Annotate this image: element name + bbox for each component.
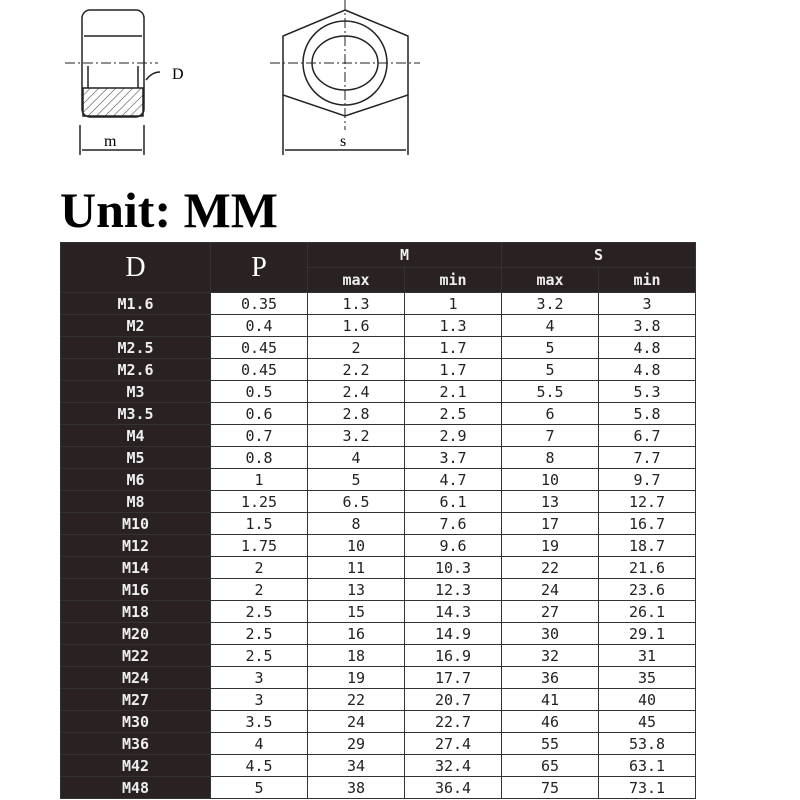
cell-s-max: 8	[502, 447, 599, 469]
nut-dimension-table	[60, 242, 696, 799]
cell-d: M5	[61, 447, 211, 469]
cell-p: 2.5	[211, 645, 308, 667]
cell-d: M3.5	[61, 403, 211, 425]
cell-m-max: 4	[308, 447, 405, 469]
cell-p: 2.5	[211, 623, 308, 645]
cell-s-max: 19	[502, 535, 599, 557]
cell-m-min: 2.5	[405, 403, 502, 425]
header-m: M	[308, 243, 502, 268]
cell-s-min: 4.8	[599, 359, 696, 381]
cell-s-min: 7.7	[599, 447, 696, 469]
cell-m-min: 3.7	[405, 447, 502, 469]
cell-m-min: 22.7	[405, 711, 502, 733]
cell-m-min: 1.7	[405, 337, 502, 359]
cell-m-min: 1.3	[405, 315, 502, 337]
cell-p: 3	[211, 667, 308, 689]
table-row	[61, 579, 696, 601]
table-row	[61, 667, 696, 689]
table-row	[61, 513, 696, 535]
table-row	[61, 359, 696, 381]
label-m: m	[104, 133, 117, 150]
cell-m-min: 2.9	[405, 425, 502, 447]
cell-m-max: 18	[308, 645, 405, 667]
header-s: S	[502, 243, 696, 268]
cell-d: M1.6	[61, 293, 211, 315]
cell-d: M6	[61, 469, 211, 491]
cell-m-max: 3.2	[308, 425, 405, 447]
cell-d: M30	[61, 711, 211, 733]
hex-nut-diagram	[0, 0, 800, 170]
table-row	[61, 447, 696, 469]
cell-p: 3	[211, 689, 308, 711]
cell-p: 3.5	[211, 711, 308, 733]
label-s: s	[340, 133, 347, 150]
cell-s-max: 5.5	[502, 381, 599, 403]
header-s-min: min	[599, 268, 696, 293]
cell-s-max: 65	[502, 755, 599, 777]
cell-p: 0.35	[211, 293, 308, 315]
cell-d: M18	[61, 601, 211, 623]
cell-m-max: 19	[308, 667, 405, 689]
cell-m-max: 11	[308, 557, 405, 579]
table-row	[61, 469, 696, 491]
cell-m-max: 1.3	[308, 293, 405, 315]
cell-m-min: 10.3	[405, 557, 502, 579]
header-d: D	[61, 243, 211, 293]
cell-s-min: 3.8	[599, 315, 696, 337]
table-row	[61, 381, 696, 403]
table-row	[61, 689, 696, 711]
cell-p: 4	[211, 733, 308, 755]
cell-s-max: 75	[502, 777, 599, 799]
cell-s-max: 7	[502, 425, 599, 447]
cell-s-min: 63.1	[599, 755, 696, 777]
cell-m-min: 14.9	[405, 623, 502, 645]
cell-m-min: 6.1	[405, 491, 502, 513]
cell-m-min: 2.1	[405, 381, 502, 403]
table-row	[61, 491, 696, 513]
cell-p: 0.45	[211, 337, 308, 359]
cell-s-min: 9.7	[599, 469, 696, 491]
cell-s-min: 40	[599, 689, 696, 711]
cell-d: M27	[61, 689, 211, 711]
cell-s-max: 13	[502, 491, 599, 513]
cell-m-max: 38	[308, 777, 405, 799]
cell-s-max: 6	[502, 403, 599, 425]
cell-m-min: 9.6	[405, 535, 502, 557]
cell-d: M48	[61, 777, 211, 799]
cell-p: 4.5	[211, 755, 308, 777]
cell-s-max: 55	[502, 733, 599, 755]
cell-s-min: 73.1	[599, 777, 696, 799]
cell-s-min: 23.6	[599, 579, 696, 601]
cell-s-min: 21.6	[599, 557, 696, 579]
cell-s-max: 46	[502, 711, 599, 733]
cell-p: 0.7	[211, 425, 308, 447]
cell-s-max: 41	[502, 689, 599, 711]
cell-m-max: 2.8	[308, 403, 405, 425]
table-row	[61, 557, 696, 579]
header-p: P	[211, 243, 308, 293]
label-d: D	[172, 66, 184, 83]
cell-s-max: 24	[502, 579, 599, 601]
cell-p: 1.5	[211, 513, 308, 535]
cell-s-min: 18.7	[599, 535, 696, 557]
cell-m-min: 1	[405, 293, 502, 315]
table-row	[61, 425, 696, 447]
cell-s-min: 53.8	[599, 733, 696, 755]
cell-d: M22	[61, 645, 211, 667]
cell-s-min: 12.7	[599, 491, 696, 513]
table-row	[61, 623, 696, 645]
table-row	[61, 293, 696, 315]
cell-d: M2	[61, 315, 211, 337]
cell-s-max: 30	[502, 623, 599, 645]
cell-s-max: 36	[502, 667, 599, 689]
table-row	[61, 403, 696, 425]
cell-s-min: 5.3	[599, 381, 696, 403]
cell-p: 1.25	[211, 491, 308, 513]
cell-m-min: 1.7	[405, 359, 502, 381]
cell-p: 0.6	[211, 403, 308, 425]
cell-d: M2.5	[61, 337, 211, 359]
cell-s-min: 29.1	[599, 623, 696, 645]
table-row	[61, 315, 696, 337]
cell-m-min: 14.3	[405, 601, 502, 623]
table-row	[61, 535, 696, 557]
cell-s-min: 5.8	[599, 403, 696, 425]
cell-s-min: 3	[599, 293, 696, 315]
cell-m-max: 16	[308, 623, 405, 645]
cell-m-min: 32.4	[405, 755, 502, 777]
header-m-max: max	[308, 268, 405, 293]
cell-d: M14	[61, 557, 211, 579]
cell-m-min: 20.7	[405, 689, 502, 711]
cell-s-max: 17	[502, 513, 599, 535]
table-row	[61, 777, 696, 799]
cell-s-min: 16.7	[599, 513, 696, 535]
cell-p: 2	[211, 579, 308, 601]
cell-d: M3	[61, 381, 211, 403]
cell-m-max: 15	[308, 601, 405, 623]
cell-s-max: 32	[502, 645, 599, 667]
cell-m-max: 2.4	[308, 381, 405, 403]
cell-m-max: 34	[308, 755, 405, 777]
cell-m-max: 24	[308, 711, 405, 733]
cell-m-max: 2	[308, 337, 405, 359]
cell-p: 1.75	[211, 535, 308, 557]
cell-s-max: 3.2	[502, 293, 599, 315]
cell-p: 0.8	[211, 447, 308, 469]
cell-s-min: 6.7	[599, 425, 696, 447]
cell-s-min: 4.8	[599, 337, 696, 359]
cell-s-min: 45	[599, 711, 696, 733]
table-row	[61, 711, 696, 733]
cell-s-min: 35	[599, 667, 696, 689]
cell-p: 5	[211, 777, 308, 799]
cell-m-max: 22	[308, 689, 405, 711]
cell-d: M2.6	[61, 359, 211, 381]
cell-p: 0.45	[211, 359, 308, 381]
cell-s-max: 22	[502, 557, 599, 579]
cell-d: M12	[61, 535, 211, 557]
cell-p: 2	[211, 557, 308, 579]
cell-m-max: 5	[308, 469, 405, 491]
cell-m-max: 1.6	[308, 315, 405, 337]
cell-p: 0.4	[211, 315, 308, 337]
cell-m-max: 13	[308, 579, 405, 601]
cell-m-min: 12.3	[405, 579, 502, 601]
cell-s-max: 10	[502, 469, 599, 491]
cell-m-max: 2.2	[308, 359, 405, 381]
cell-d: M8	[61, 491, 211, 513]
cell-s-max: 5	[502, 359, 599, 381]
cell-p: 2.5	[211, 601, 308, 623]
cell-m-min: 17.7	[405, 667, 502, 689]
cell-m-min: 4.7	[405, 469, 502, 491]
cell-p: 1	[211, 469, 308, 491]
cell-m-max: 10	[308, 535, 405, 557]
cell-m-max: 6.5	[308, 491, 405, 513]
cell-m-min: 16.9	[405, 645, 502, 667]
cell-d: M4	[61, 425, 211, 447]
cell-s-max: 4	[502, 315, 599, 337]
cell-m-max: 8	[308, 513, 405, 535]
cell-p: 0.5	[211, 381, 308, 403]
cell-d: M24	[61, 667, 211, 689]
cell-d: M10	[61, 513, 211, 535]
cell-m-min: 7.6	[405, 513, 502, 535]
cell-s-max: 27	[502, 601, 599, 623]
cell-m-min: 36.4	[405, 777, 502, 799]
cell-d: M16	[61, 579, 211, 601]
cell-m-max: 29	[308, 733, 405, 755]
cell-s-max: 5	[502, 337, 599, 359]
cell-m-min: 27.4	[405, 733, 502, 755]
table-row	[61, 645, 696, 667]
header-s-max: max	[502, 268, 599, 293]
header-m-min: min	[405, 268, 502, 293]
cell-s-min: 31	[599, 645, 696, 667]
table-row	[61, 601, 696, 623]
table-row	[61, 733, 696, 755]
cell-d: M42	[61, 755, 211, 777]
cell-s-min: 26.1	[599, 601, 696, 623]
cell-d: M20	[61, 623, 211, 645]
cell-d: M36	[61, 733, 211, 755]
table-row	[61, 337, 696, 359]
unit-title: Unit: MM	[60, 182, 278, 238]
table-row	[61, 755, 696, 777]
